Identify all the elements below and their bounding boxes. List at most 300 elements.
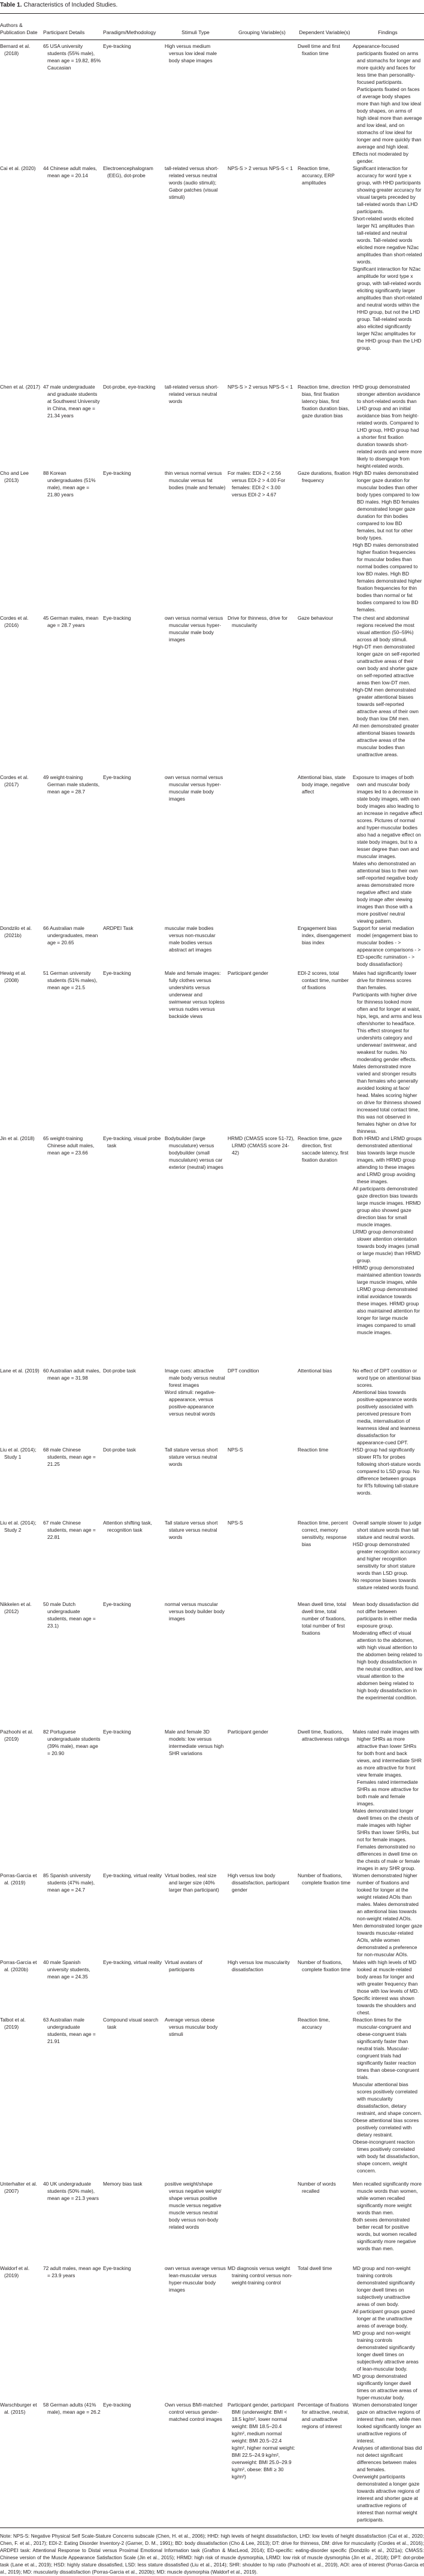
paradigm-cell <box>103 1519 165 1601</box>
finding-item: Males rated male images with higher SHRs as more attractive than lower SHRs for both front and back views, and intermediate SHR as more attractive for front view female images. Females rated intermediate SHRs as more attractive for both male and female images. <box>353 1728 422 1807</box>
finding-item: Specific interest was shown towards the shoulders and chest. <box>353 1995 416 2016</box>
table-row <box>0 383 424 469</box>
stimuli-item: Male and female 3D models: low versus intermediate versus high SHR variations <box>165 1728 224 1756</box>
participants-text: 47 male undergraduate and graduate students at Southwest University in China, mean age = 21.34 years <box>43 383 100 419</box>
finding-item: Males demonstrated longer dwell times on the chests of male images with higher SHRs than lower SHRs, but not for female images. Females demonstrated no differences in dwell time on the chests of male or female images in any SHR group. <box>353 1807 420 1871</box>
grouping-cell <box>228 383 298 469</box>
findings-cell <box>353 469 424 614</box>
header-paradigm: Paradigm/Methodology <box>103 29 156 35</box>
participants-text: 40 UK undergraduate students (50% male), mean age = 21.3 years <box>43 2180 99 2201</box>
participants-text: 44 Chinese adult males, mean age = 20.14 <box>43 165 97 178</box>
header-grouping: Grouping Variable(s) <box>238 29 286 35</box>
findings-cell <box>353 1728 424 1872</box>
paradigm-text: Eye-tracking <box>103 1728 131 1735</box>
table-row <box>0 1446 424 1519</box>
paradigm-text: Electroencephalogram (EEG), dot-probe <box>103 165 153 178</box>
grouping-cell <box>228 774 298 925</box>
grouping-text: High versus low muscularity dissatisfaction <box>228 1959 290 1972</box>
stimuli-cell <box>165 774 228 925</box>
dependent-cell <box>298 614 353 774</box>
paradigm-cell <box>103 2401 165 2527</box>
findings-cell <box>353 774 424 925</box>
finding-item: Males who demonstrated an attentional bias to their own self-reported negative body areas demonstrated more negative affect and state body image after viewing images than those with a more positive/ neutral viewing pattern. <box>353 860 418 924</box>
dependent-text: Mean dwell time, total dwell time, total number of fixations, total number of first fixations <box>298 1601 346 1636</box>
grouping-cell <box>228 2180 298 2265</box>
stimuli-cell <box>165 1728 228 1872</box>
table-row <box>0 1728 424 1872</box>
authors-text: Pazhoohi et al. (2019) <box>0 1728 34 1742</box>
participants-text: 50 male Dutch undergraduate students, mean age = 23.1) <box>43 1601 96 1629</box>
paradigm-text: Dot-probe, eye-tracking <box>103 383 156 390</box>
dependent-cell <box>298 1728 353 1872</box>
finding-item: MD group and non-weight training controls demonstrated significantly longer dwell times on subjectively attractive areas of lean-muscular body. <box>353 2329 419 2372</box>
participants-cell <box>43 469 103 614</box>
grouping-cell <box>228 1959 298 2016</box>
dependent-cell <box>298 969 353 1135</box>
finding-item: Men demonstrated longer gaze towards muscular-related AOIs, while women demonstrated a preference for non-muscular AOIs. <box>353 1922 422 1957</box>
stimuli-cell <box>165 1959 228 2016</box>
paradigm-cell <box>103 40 165 165</box>
finding-item: No response biases towards stature related words found. <box>353 1577 419 1590</box>
authors-cell <box>0 1601 43 1728</box>
dependent-cell <box>298 774 353 925</box>
table-row <box>0 2265 424 2401</box>
grouping-text: NPS-S <box>228 1446 243 1453</box>
finding-item: All men demonstrated greater attentional biases towards attractive areas of the muscular bodies than unattractive areas. <box>353 722 419 757</box>
participants-text: 45 German males, mean age = 28.7 years <box>43 614 99 628</box>
participants-cell <box>43 969 103 1135</box>
finding-item: Exposure to images of both own and muscular body images led to a decrease in state body images, with own body images also leading to an increase in negative affect scores. Pictures of normal and hyper-muscular bodies also had a negative effect on state body images, but to a lesser degree than own and muscular images. <box>353 774 422 859</box>
dependent-cell <box>298 2180 353 2265</box>
header-dependent: Dependent Variable(s) <box>299 29 350 35</box>
authors-cell <box>0 925 43 969</box>
grouping-cell <box>228 469 298 614</box>
authors-cell <box>0 469 43 614</box>
participants-cell <box>43 2265 103 2401</box>
finding-item: MD group demonstrated significantly longer dwell times on attractive areas of hyper-muscular body. <box>353 2372 417 2401</box>
dependent-text: Reaction time, accuracy <box>298 2016 330 2030</box>
finding-item: Support for serial mediation model (engagement bias to muscular bodies - > appearance comparisons - > ED-specific rumination - > body dissatisfaction) <box>353 925 421 967</box>
authors-text: Dondzilo et al. (2021b) <box>0 925 32 938</box>
studies-table <box>0 14 424 2527</box>
findings-cell <box>353 1367 424 1446</box>
header-row <box>0 14 424 40</box>
findings-cell <box>353 1135 424 1367</box>
grouping-cell <box>228 925 298 969</box>
authors-cell <box>0 1728 43 1872</box>
authors-text: Porras-Garcia et al. (2019) <box>0 1872 37 1886</box>
stimuli-item: Own versus BMI-matched control versus gender-matched control images <box>165 2401 223 2422</box>
grouping-cell <box>228 1519 298 1601</box>
finding-item: No effect of DPT condition or word type on attentional bias scores. <box>353 1367 421 1388</box>
dependent-text: Gaze behaviour <box>298 614 334 621</box>
finding-item: Obese-incongruent reaction times positively correlated with body fat dissatisfaction, shape concern, weight concern. <box>353 2138 420 2174</box>
table-title-text: Characteristics of Included Studies. <box>23 2 118 8</box>
stimuli-item: Average versus obese versus muscular body stimuli <box>165 2016 218 2037</box>
paradigm-text: ARDPEI Task <box>103 925 134 931</box>
dependent-text: Reaction time, accuracy, ERP amplitudes <box>298 165 335 186</box>
findings-cell <box>353 1519 424 1601</box>
header-authors: Authors & Publication Date <box>0 22 38 35</box>
authors-text: Cho and Lee (2013) <box>0 469 29 483</box>
participants-cell <box>43 1446 103 1519</box>
paradigm-cell <box>103 383 165 469</box>
participants-cell <box>43 774 103 925</box>
finding-item: All participant groups gazed longer at the unattractive areas of average body. <box>353 2308 415 2329</box>
dependent-text: Attentional bias <box>298 1367 332 1374</box>
authors-text: Porras-Garcia et al. (2020b) <box>0 1959 37 1972</box>
table-row <box>0 614 424 774</box>
authors-cell <box>0 2265 43 2401</box>
stimuli-cell <box>165 1872 228 1959</box>
authors-cell <box>0 383 43 469</box>
grouping-text: NPS-S > 2 versus NPS-S < 1 <box>228 383 293 390</box>
stimuli-item: Image cues: attractive male body versus neutral forest images <box>165 1367 225 1388</box>
findings-cell <box>353 1872 424 1959</box>
participants-cell <box>43 1519 103 1601</box>
authors-cell <box>0 40 43 165</box>
stimuli-cell <box>165 1446 228 1519</box>
table-row <box>0 2180 424 2265</box>
grouping-cell <box>228 1446 298 1519</box>
participants-cell <box>43 1367 103 1446</box>
grouping-cell <box>228 614 298 774</box>
paradigm-cell <box>103 2265 165 2401</box>
participants-text: 82 Portuguese undergraduate students (39% male), mean age = 20.90 <box>43 1728 101 1756</box>
paradigm-cell <box>103 1728 165 1872</box>
grouping-text: Drive for thinness, drive for muscularity <box>228 614 288 628</box>
paradigm-cell <box>103 1135 165 1367</box>
finding-item: Women demonstrated longer gaze on attractive regions of interest than men, while men looked significantly longer an unattractive regions of interest. <box>353 2401 422 2444</box>
finding-item: LRMD group demonstrated slower attention orientation towards body images (small or large muscle) than HRMD group. <box>353 1228 421 1263</box>
paradigm-text: Eye-tracking <box>103 2265 131 2271</box>
stimuli-item: own versus normal versus muscular versus hyper-muscular male body images <box>165 774 223 802</box>
findings-cell <box>353 925 424 969</box>
stimuli-cell <box>165 469 228 614</box>
participants-cell <box>43 614 103 774</box>
stimuli-cell <box>165 1601 228 1728</box>
paradigm-text: Eye-tracking <box>103 469 131 476</box>
grouping-cell <box>228 2265 298 2401</box>
paradigm-cell <box>103 2180 165 2265</box>
findings-cell <box>353 969 424 1135</box>
participants-text: 49 weight-training German male students, mean age = 28.7 <box>43 774 100 795</box>
dependent-cell <box>298 1367 353 1446</box>
participants-text: 85 Spanish university students (47% male), mean age = 24.7 <box>43 1872 95 1893</box>
stimuli-item: Bodybuilder (large musculature) versus bodybuilder (small musculature) versus car exterior (neutral) images <box>165 1135 223 1170</box>
authors-cell <box>0 1135 43 1367</box>
table-row <box>0 1367 424 1446</box>
paradigm-text: Dot-probe task <box>103 1367 136 1374</box>
participants-cell <box>43 925 103 969</box>
table-row <box>0 1135 424 1367</box>
paradigm-text: Eye-tracking, virtual reality <box>103 1959 162 1965</box>
grouping-cell <box>228 40 298 165</box>
table-row <box>0 1959 424 2016</box>
authors-text: Jin et al. (2018) <box>0 1135 35 1141</box>
dependent-text: Percentage of fixations for attractive, neutral, and unattractive regions of interest <box>298 2401 349 2429</box>
stimuli-item: Male and female images: fully clothes versus undershirts versus underwear and swimwear versus topless versus nudes versus backside views <box>165 969 225 1019</box>
authors-cell <box>0 2180 43 2265</box>
table-row <box>0 925 424 969</box>
authors-cell <box>0 2401 43 2527</box>
dependent-cell <box>298 925 353 969</box>
participants-text: 88 Korean undergraduates (51% male), mean age = 21.80 years <box>43 469 96 498</box>
authors-text: Hewig et al. (2008) <box>0 969 26 983</box>
authors-cell <box>0 1367 43 1446</box>
finding-item: Appearance-focused participants fixated on arms and stomachs for longer and more quickly and faces for less time than personality-focused participants. Participants fixated on faces of average body shapes more than high and low ideal body shapes, on arms of high ideal more than average and low ideal, and on stomachs of low ideal for longer and more quickly than average and high ideal. <box>353 43 422 150</box>
paradigm-text: Attention shifting task, recognition task <box>103 1519 152 1533</box>
grouping-text: NPS-S > 2 versus NPS-S < 1 <box>228 165 293 171</box>
table-title <box>0 2 424 13</box>
paradigm-text: Memory bias task <box>103 2180 143 2187</box>
findings-cell <box>353 2180 424 2265</box>
table-row <box>0 40 424 165</box>
authors-text: Liu et al. (2014); Study 2 <box>0 1519 37 1533</box>
findings-cell <box>353 40 424 165</box>
grouping-cell <box>228 969 298 1135</box>
authors-cell <box>0 614 43 774</box>
finding-item: Effects not moderated by gender. <box>353 150 408 164</box>
participants-cell <box>43 383 103 469</box>
authors-text: Chen et al. (2017) <box>0 383 41 390</box>
stimuli-item: Tall stature versus short stature versus neutral words <box>165 1446 218 1467</box>
authors-text: Lane et al. (2019) <box>0 1367 40 1374</box>
paradigm-text: Eye-tracking <box>103 774 131 780</box>
stimuli-cell <box>165 2016 228 2180</box>
paradigm-cell <box>103 165 165 383</box>
finding-item: Short-related words elicited larger N1 amplitudes than tall-related and neutral words. Tall-related words elicited more negative N2ac amplitudes than short-related words. <box>353 215 422 265</box>
finding-item: Muscular attentional bias scores positively correlated with muscularity dissatisfaction, dietary restraint, and shape concern. <box>353 2081 422 2116</box>
grouping-text: Participant gender <box>228 969 268 976</box>
dependent-cell <box>298 2401 353 2527</box>
finding-item: Attentional bias towards positive-appearance words positively associated with perceived pressure from media, internalisation of leanness ideal and leanness dissatisfaction for appearance-cued DPT. <box>353 1389 420 1445</box>
grouping-cell <box>228 1601 298 1728</box>
participants-cell <box>43 1872 103 1959</box>
stimuli-cell <box>165 383 228 469</box>
authors-cell <box>0 774 43 925</box>
table-row <box>0 469 424 614</box>
authors-cell <box>0 2016 43 2180</box>
grouping-text: Participant gender, participant BMI (underweight: BMI < 18.5 kg/m², lower normal weight: BMI 18.5–20.4 kg/m², medium normal weight: BMI 20.5–22.4 kg/m², higher normal weight: BMI 22.5–24.9 kg/m², overweight: BMI 25.0–29.9 kg/m², obese: BMI ≥ 30 kg/m²) <box>228 2401 295 2480</box>
participants-cell <box>43 2180 103 2265</box>
paradigm-cell <box>103 2016 165 2180</box>
authors-text: Cordes et al. (2017) <box>0 774 29 787</box>
paradigm-text: Eye-tracking, visual probe task <box>103 1135 161 1148</box>
finding-item: Males demonstrated more varied and stronger results than females who generally avoided looking at face/ head. Males scoring higher on drive for thinness showed increased total contact time, this was not observed in females higher on drive for thinness. <box>353 1063 421 1134</box>
dependent-cell <box>298 40 353 165</box>
table-row <box>0 1872 424 1959</box>
finding-item: Overall sample slower to judge short stature words than tall stature and neutral words. <box>353 1519 422 1540</box>
grouping-cell <box>228 1135 298 1367</box>
stimuli-item: tall-related versus short-related versus neutral words (audio stimuli); Gabor patches (visual stimuli) <box>165 165 219 200</box>
grouping-text: For males: EDI-2 < 2.56 versus EDI-2 > 4.00 For females: EDI-2 < 3.00 versus EDI-2 > 4.67 <box>228 469 286 498</box>
findings-cell <box>353 165 424 383</box>
dependent-text: Gaze durations, fixation frequency <box>298 469 350 483</box>
stimuli-cell <box>165 614 228 774</box>
stimuli-item: muscular male bodies versus non-muscular male bodies versus abstract art images <box>165 925 216 953</box>
authors-cell <box>0 1519 43 1601</box>
stimuli-cell <box>165 1519 228 1601</box>
stimuli-cell <box>165 1135 228 1367</box>
participants-cell <box>43 40 103 165</box>
paradigm-cell <box>103 1959 165 2016</box>
stimuli-item: Tall stature versus short stature versus neutral words <box>165 1519 218 1540</box>
stimuli-item: tall-related versus short-related versus neutral words <box>165 383 219 404</box>
dependent-text: Engagement bias index, disengagement bias index <box>298 925 351 945</box>
stimuli-cell <box>165 40 228 165</box>
paradigm-text: Compound visual search task <box>103 2016 159 2030</box>
grouping-cell <box>228 1872 298 1959</box>
findings-cell <box>353 2401 424 2527</box>
authors-text: Nikkelen et al. (2012) <box>0 1601 32 1614</box>
finding-item: HHD group demonstrated stronger attention avoidance to short-related words than LHD group and an initial avoidance bias from height-related words. Compared to LHD group, HHD group had a shorter first fixation duration towards short-related words and were more likely to disengage from height-related words. <box>353 383 422 469</box>
paradigm-cell <box>103 469 165 614</box>
participants-text: 66 Australian male undergraduates, mean age = 20.65 <box>43 925 98 945</box>
grouping-text: MD diagnosis versus weight training control versus non-weight-training control <box>228 2265 293 2286</box>
participants-text: 65 USA university students (55% male), mean age = 19.82, 85% Caucasian <box>43 43 101 71</box>
authors-text: Cai et al. (2020) <box>0 165 36 171</box>
stimuli-cell <box>165 925 228 969</box>
paradigm-text: Eye-tracking <box>103 43 131 49</box>
participants-text: 72 adult males, mean age = 23.9 years <box>43 2265 101 2278</box>
findings-cell <box>353 614 424 774</box>
dependent-text: Reaction time <box>298 1446 329 1453</box>
authors-text: Warschburger et al. (2015) <box>0 2401 37 2415</box>
participants-text: 58 German adults (41% male), mean age = 26.2 <box>43 2401 101 2415</box>
finding-item: Women demonstrated higher number of fixations and looked for longer at the weight related AOIs than males. Males demonstrated an attentional bias towards non-weight related AOIs. <box>353 1872 419 1922</box>
finding-item: Overweight participants demonstrated a longer gaze towards attractive regions of interest and shorter gaze at unattractive regions of interest than normal weight participants. <box>353 2473 420 2523</box>
paradigm-cell <box>103 1446 165 1519</box>
dependent-cell <box>298 2016 353 2180</box>
participants-text: 51 German university students (51% males), mean age = 21.5 <box>43 969 98 990</box>
authors-cell <box>0 1959 43 2016</box>
stimuli-item: normal versus muscular versus body builder body images <box>165 1601 225 1622</box>
finding-item: Participants with higher drive for thinness looked more often and for longer at waist, hips, legs, and arms and less often/shorter to head/face. This effect strongest for undershirts category and underwear/ swimwear, and weakest for nudes. No moderating gender effects. <box>353 991 422 1062</box>
dependent-cell <box>298 1519 353 1601</box>
paradigm-cell <box>103 925 165 969</box>
header-participants: Participant Details <box>43 29 85 35</box>
grouping-cell <box>228 1728 298 1872</box>
dependent-text: Reaction time, direction bias, first fixation latency bias, first fixation duration bias, gaze duration bias <box>298 383 350 419</box>
stimuli-item: thin versus normal versus muscular versus fat bodies (male and female) <box>165 469 226 490</box>
authors-text: Liu et al. (2014); Study 1 <box>0 1446 37 1460</box>
authors-cell <box>0 165 43 383</box>
dependent-text: Reaction time, percent correct, memory sensitivity, response bias <box>298 1519 348 1547</box>
table-row <box>0 1519 424 1601</box>
paradigm-cell <box>103 1601 165 1728</box>
stimuli-cell <box>165 1367 228 1446</box>
finding-item: High BD males demonstrated longer gaze duration for muscular bodies than other body types compared to low BD males. High BD females demonstrated longer gaze duration for thin bodies compared to low BD females, but not for other body types. <box>353 469 420 541</box>
finding-item: HSD group demonstrated greater recognition accuracy and higher recognition sensitivity for short stature words than LSD group. <box>353 1541 420 1576</box>
dependent-cell <box>298 1872 353 1959</box>
dependent-cell <box>298 469 353 614</box>
authors-text: Talbot et al. (2019) <box>0 2016 26 2030</box>
paradigm-cell <box>103 1872 165 1959</box>
dependent-cell <box>298 1135 353 1367</box>
findings-cell <box>353 2265 424 2401</box>
paradigm-cell <box>103 969 165 1135</box>
participants-cell <box>43 165 103 383</box>
dependent-text: EDI-2 scores, total contact time, number of fixations <box>298 969 349 990</box>
table-row <box>0 774 424 925</box>
participants-text: 63 Australian male undergraduate students, mean age = 21.91 <box>43 2016 96 2044</box>
finding-item: Moderating effect of visual attention to the abdomen, with high visual attention to the abdomen being related to high body dissatisfaction in the neutral condition, and low visual attention to the abdomen being related to high body dissatisfaction in the experimental condition. <box>353 1629 422 1701</box>
participants-text: 67 male Chinese students, mean age = 22.81 <box>43 1519 96 1540</box>
participants-cell <box>43 1601 103 1728</box>
grouping-text: High versus low body dissatisfaction, participant gender <box>228 1872 289 1893</box>
finding-item: High BD males demonstrated higher fixation frequencies for muscular bodies than normal bodies compared to low BD males. High BD females demonstrated higher fixation frequencies for thin bodies than normal or fat bodies compared to low BD females. <box>353 541 422 613</box>
paradigm-text: Eye-tracking <box>103 1601 131 1607</box>
paradigm-text: Eye-tracking, virtual reality <box>103 1872 162 1878</box>
participants-cell <box>43 1959 103 2016</box>
table-note: Note: NPS-S: Negative Physical Self Scale-Stature Concerns subscale (Chen, H. et al., 2006); HHD: high levels of height dissatisfaction, LHD: low levels of height dissatisfaction (Cai et al., 2020; Chen, F. et al., 2017); EDI-2: Eating Disorder Inventory-2 (Garner, D. M., 1991); BD: body dissatisfaction (Cho & Lee, 2013); DT: drive for thinness, DM: drive for muscularity (Cordes et al., 2016); ARDPEI task: Attentional Response to Distal versus Proximal Emotional Information task (Grafton & MacLeod, 2014); ED-specific: eating-disorder specific (Dondzilo et al., 2021a); CMASS: Chinese version of the Muscle Appearance Satisfaction Scale (Jin et al., 2015); HRMD: high risk of muscle dysmorphia, LRMD: low risk of muscle dysmorphia (Jin et al., 2018); DPT: dot-probe task (Lane et al., 2019); HSD: highly stature dissatisfied, LSD: less stature dissatisfied (Liu et al., 2014); SHR: shoulder to hip ratio (Pazhoohi et al., 2019), AOI: area of interest (Porras-Garcia et al., 2019); MD: musculartiy dissatisfaction (Porras-Garcia et al., 2020b); MD: muscle dysmorphia (Waldorf et al., 2019). <box>0 2533 424 2575</box>
stimuli-item: Virtual bodies, real size and larger size (40% larger than participant) <box>165 1872 219 1893</box>
finding-item: HSD group had significantly slower RTs for probes following short-stature words compared to LSD group. No difference between groups for RTs following tall-stature words. <box>353 1446 421 1496</box>
findings-cell <box>353 383 424 469</box>
finding-item: Analyses of attentional bias did not detect significant differences between males and females. <box>353 2444 422 2472</box>
participants-cell <box>43 1135 103 1367</box>
finding-item: Reaction times for the muscular-congruent and obese-congruent trials significantly faster than neutral trials. Muscular-congruent trials had significantly faster reaction times than obese-congruent trials. <box>353 2016 419 2080</box>
dependent-text: Dwell time, fixations, attractiveness ratings <box>298 1728 350 1742</box>
header-stimuli: Stimuli Type <box>181 29 210 35</box>
dependent-cell <box>298 165 353 383</box>
finding-item: MD group and non-weight training controls demonstrated significantly longer dwell times on subjectively unattractive areas of own body. <box>353 2265 415 2307</box>
table-body <box>0 40 424 2527</box>
stimuli-cell <box>165 2265 228 2401</box>
findings-cell <box>353 1959 424 2016</box>
findings-cell <box>353 2016 424 2180</box>
authors-cell <box>0 1446 43 1519</box>
table-row <box>0 1601 424 1728</box>
finding-item: Men recalled significantly more muscle words than women, while women recalled significantly more weight words than men. <box>353 2180 422 2216</box>
stimuli-cell <box>165 165 228 383</box>
paradigm-cell <box>103 614 165 774</box>
grouping-cell <box>228 2016 298 2180</box>
grouping-text: NPS-S <box>228 1519 243 1526</box>
authors-text: Cordes et al. (2016) <box>0 614 29 628</box>
bottom-rule <box>0 2527 424 2528</box>
stimuli-cell <box>165 969 228 1135</box>
participants-text: 68 male Chinese students, mean age = 21.25 <box>43 1446 96 1467</box>
table-row <box>0 2016 424 2180</box>
grouping-text: HRMD (CMASS score 51-72), LRMD (CMASS score 24-42) <box>228 1135 295 1156</box>
participants-text: 65 weight-training Chinese adult males, mean age = 23.66 <box>43 1135 95 1156</box>
paradigm-text: Eye-tracking <box>103 2401 131 2408</box>
authors-cell <box>0 969 43 1135</box>
dependent-text: Reaction time, gaze direction, first saccade latency, first fixation duration <box>298 1135 349 1163</box>
table-row <box>0 2401 424 2527</box>
table-label: Table 1. <box>0 2 22 8</box>
findings-cell <box>353 1446 424 1519</box>
authors-text: Bernard et al. (2018) <box>0 43 31 56</box>
findings-cell <box>353 1601 424 1728</box>
grouping-text: DPT condition <box>228 1367 259 1374</box>
paradigm-text: Dot-probe task <box>103 1446 136 1453</box>
paradigm-text: Eye-tracking <box>103 614 131 621</box>
dependent-cell <box>298 383 353 469</box>
dependent-text: Dwell time and first fixation time <box>298 43 340 56</box>
stimuli-item: own versus average versus lean-muscular versus hyper-muscular body images <box>165 2265 226 2293</box>
participants-cell <box>43 2016 103 2180</box>
finding-item: The chest and abdominal regions received the most visual attention (50–59%) across all body stimuli. <box>353 614 414 643</box>
participants-text: 40 male Spanish university students, mean age = 24.35 <box>43 1959 90 1980</box>
grouping-cell <box>228 165 298 383</box>
finding-item: Significant interaction for N2ac amplitude for word type x group, with tall-related words eliciting significantly larger amplitudes than short-related and neutral words within the HHD group, but not the LHD group. Tall-related words also elicited significantly larger N2ac amplitudes for the HHD group than the LHD group. <box>353 265 422 351</box>
finding-item: Significant interaction for accuracy for word type x group, with HHD participants showing greater accuracy for visual targets preceded by tall-related words than LHD participants. <box>353 165 422 214</box>
stimuli-item: High versus medium versus low ideal male body shape images <box>165 43 217 63</box>
stimuli-item: Virtual avatars of participants <box>165 1959 202 1972</box>
